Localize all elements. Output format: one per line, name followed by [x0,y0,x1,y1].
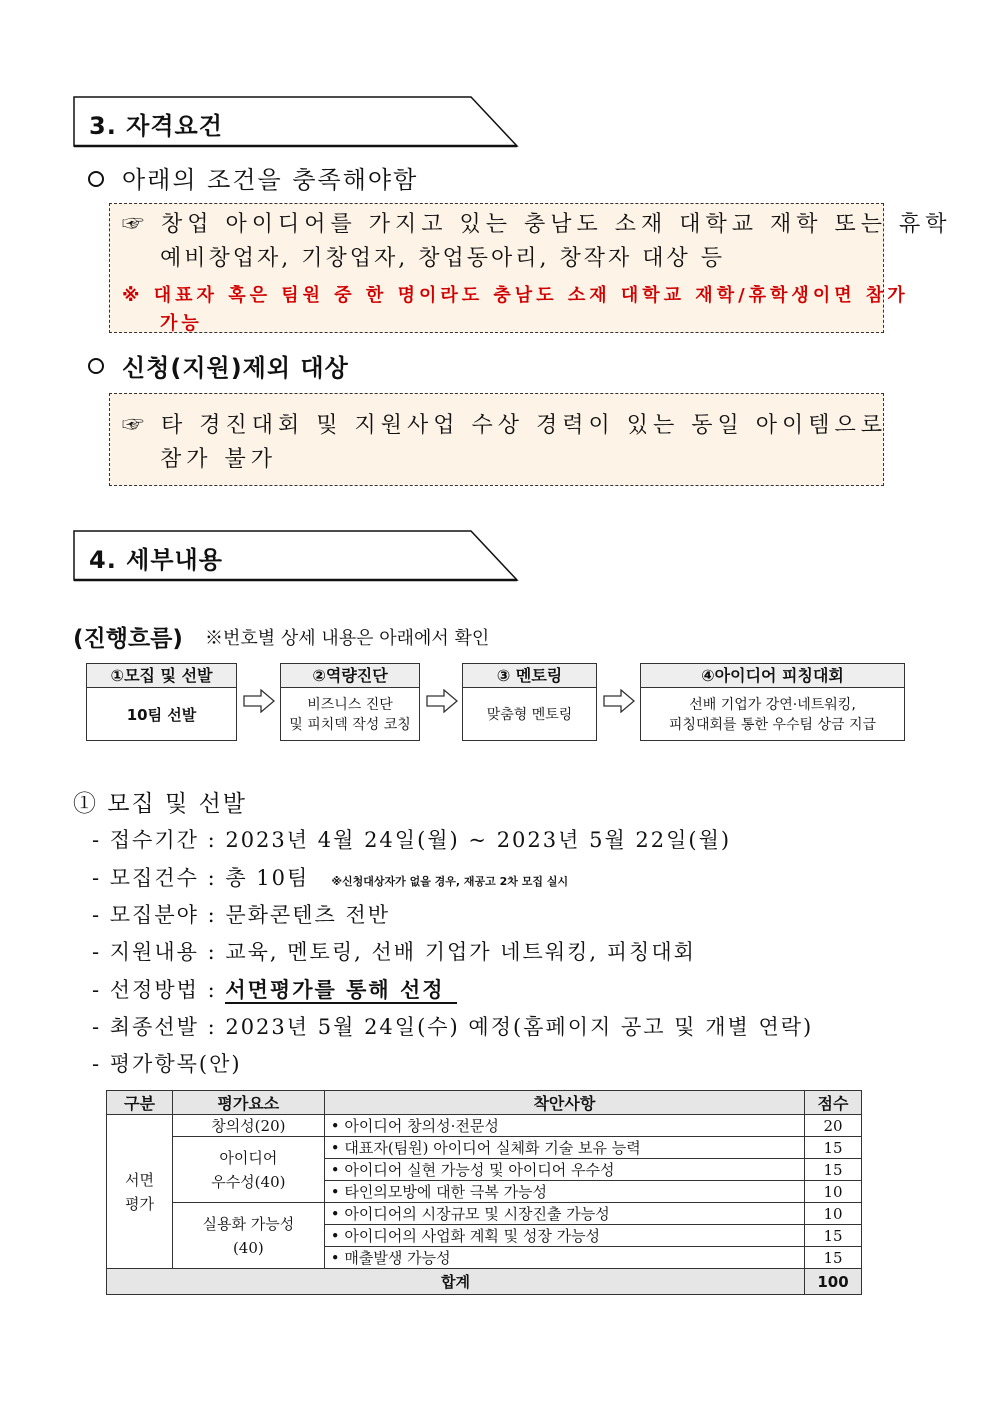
detail-count-note: ※신청대상자가 없을 경우, 재공고 2차 모집 실시 [331,875,569,888]
flow-step-4 [640,663,905,741]
point-cell: • 타인의모방에 대한 극복 가능성 [324,1181,804,1203]
circle-bullet-icon [88,358,104,374]
step-body: 10팀 선발 [126,706,197,724]
score-cell: 20 [805,1115,862,1137]
eligibility-box [109,203,952,334]
table-header-cell: 착안사항 [324,1091,804,1115]
exclusion-text: 신청(지원)제외 대상 [122,354,349,382]
point-cell: • 아이디어의 시장규모 및 시장진출 가능성 [324,1203,804,1225]
flow-step-3 [462,663,597,741]
element-cell: 아이디어 우수성(40) [172,1137,324,1203]
section-4-header [73,530,517,580]
table-header-cell: 점수 [805,1091,862,1115]
score-cell: 15 [805,1225,862,1247]
table-header-row [107,1091,862,1115]
total-label: 합계 [107,1269,805,1295]
table-total-row [107,1269,862,1295]
table-row [107,1115,862,1137]
table-header-cell: 평가요소 [172,1091,324,1115]
total-score: 100 [805,1269,862,1295]
circle-bullet-icon [88,171,104,187]
step-body-line: 비즈니스 진단 [307,697,393,713]
step-body [641,688,904,742]
evaluation-table [106,1090,862,1295]
score-cell: 10 [805,1203,862,1225]
point-cell: • 매출발생 가능성 [324,1247,804,1269]
detail-method [92,974,457,1004]
flow-title: (진행흐름) [73,626,183,652]
recruitment-heading: ① 모집 및 선발 [73,791,248,817]
exclusion-line-2: 참가 불가 [160,447,278,472]
score-cell: 15 [805,1159,862,1181]
category-cell: 서면 평가 [107,1115,173,1269]
table-header-cell: 구분 [107,1091,173,1115]
exclusion-line-1: ☞ 타 경진대회 및 지원사업 수상 경력이 있는 동일 아이템으로 [122,413,887,438]
detail-method-value: 서면평가를 통해 선정 [225,978,456,1004]
detail-count-text: - 모집건수 : 총 10팀 [92,866,310,890]
step-body-line: 선배 기업가 강연·네트워킹, [689,697,856,713]
step-title: ①모집 및 선발 [87,664,236,688]
detail-final: - 최종선발 : 2023년 5월 24일(수) 예정(홈페이지 공고 및 개별 연락) [92,1015,814,1039]
score-cell: 15 [805,1137,862,1159]
detail-period: - 접수기간 : 2023년 4월 24일(월) ~ 2023년 5월 22일(월) [92,828,732,852]
point-cell: • 아이디어 실현 가능성 및 아이디어 우수성 [324,1159,804,1181]
detail-support: - 지원내용 : 교육, 멘토링, 선배 기업가 네트워킹, 피칭대회 [92,940,696,964]
step-title: ②역량진단 [281,664,419,688]
exclusion-box [109,393,887,486]
step-title: ④아이디어 피칭대회 [641,664,904,688]
step-body-line: 피칭대회를 통한 우수팀 상금 지급 [668,717,877,733]
step-body-line: 및 피치덱 작성 코칭 [289,717,411,733]
section-3-title: 3. 자격요건 [89,112,223,140]
point-cell: • 아이디어의 사업화 계획 및 성장 가능성 [324,1225,804,1247]
step-body [281,688,419,742]
point-cell: • 대표자(팀원) 아이디어 실체화 기술 보유 능력 [324,1137,804,1159]
arrow-right-icon [243,689,275,713]
arrow-right-icon [426,689,458,713]
eligibility-line-2: 예비창업자, 기창업자, 창업동아리, 창작자 대상 등 [160,246,725,271]
section-4-title: 4. 세부내용 [89,546,223,574]
arrow-right-icon [603,689,635,713]
detail-field: - 모집분야 : 문화콘텐츠 전반 [92,903,391,927]
score-cell: 10 [805,1181,862,1203]
exclusion-bullet [88,348,349,383]
table-row [107,1203,862,1225]
flow-note: ※번호별 상세 내용은 아래에서 확인 [205,628,490,649]
flow-step-2 [280,663,420,741]
requirement-text: 아래의 조건을 충족해야함 [122,166,419,194]
score-cell: 15 [805,1247,862,1269]
eligibility-line-1: ☞ 창업 아이디어를 가지고 있는 충남도 소재 대학교 재학 또는 휴학 [122,212,952,237]
flow-step-1 [86,663,237,741]
element-cell: 실용화 가능성 (40) [172,1203,324,1269]
step-title: ③ 멘토링 [463,664,596,688]
detail-criteria: - 평가항목(안) [92,1052,242,1076]
eligibility-note-2: 가능 [160,313,203,334]
step-body: 맞춤형 멘토링 [486,707,573,723]
element-cell: 창의성(20) [172,1115,324,1137]
section-3-header [73,96,517,146]
detail-count [92,862,568,892]
eligibility-note-1: ※ 대표자 혹은 팀원 중 한 명이라도 충남도 소재 대학교 재학/휴학생이면 참가 [122,285,909,306]
table-row [107,1137,862,1159]
detail-method-label: - 선정방법 : [92,978,226,1002]
point-cell: • 아이디어 창의성·전문성 [324,1115,804,1137]
requirement-bullet [88,160,418,195]
